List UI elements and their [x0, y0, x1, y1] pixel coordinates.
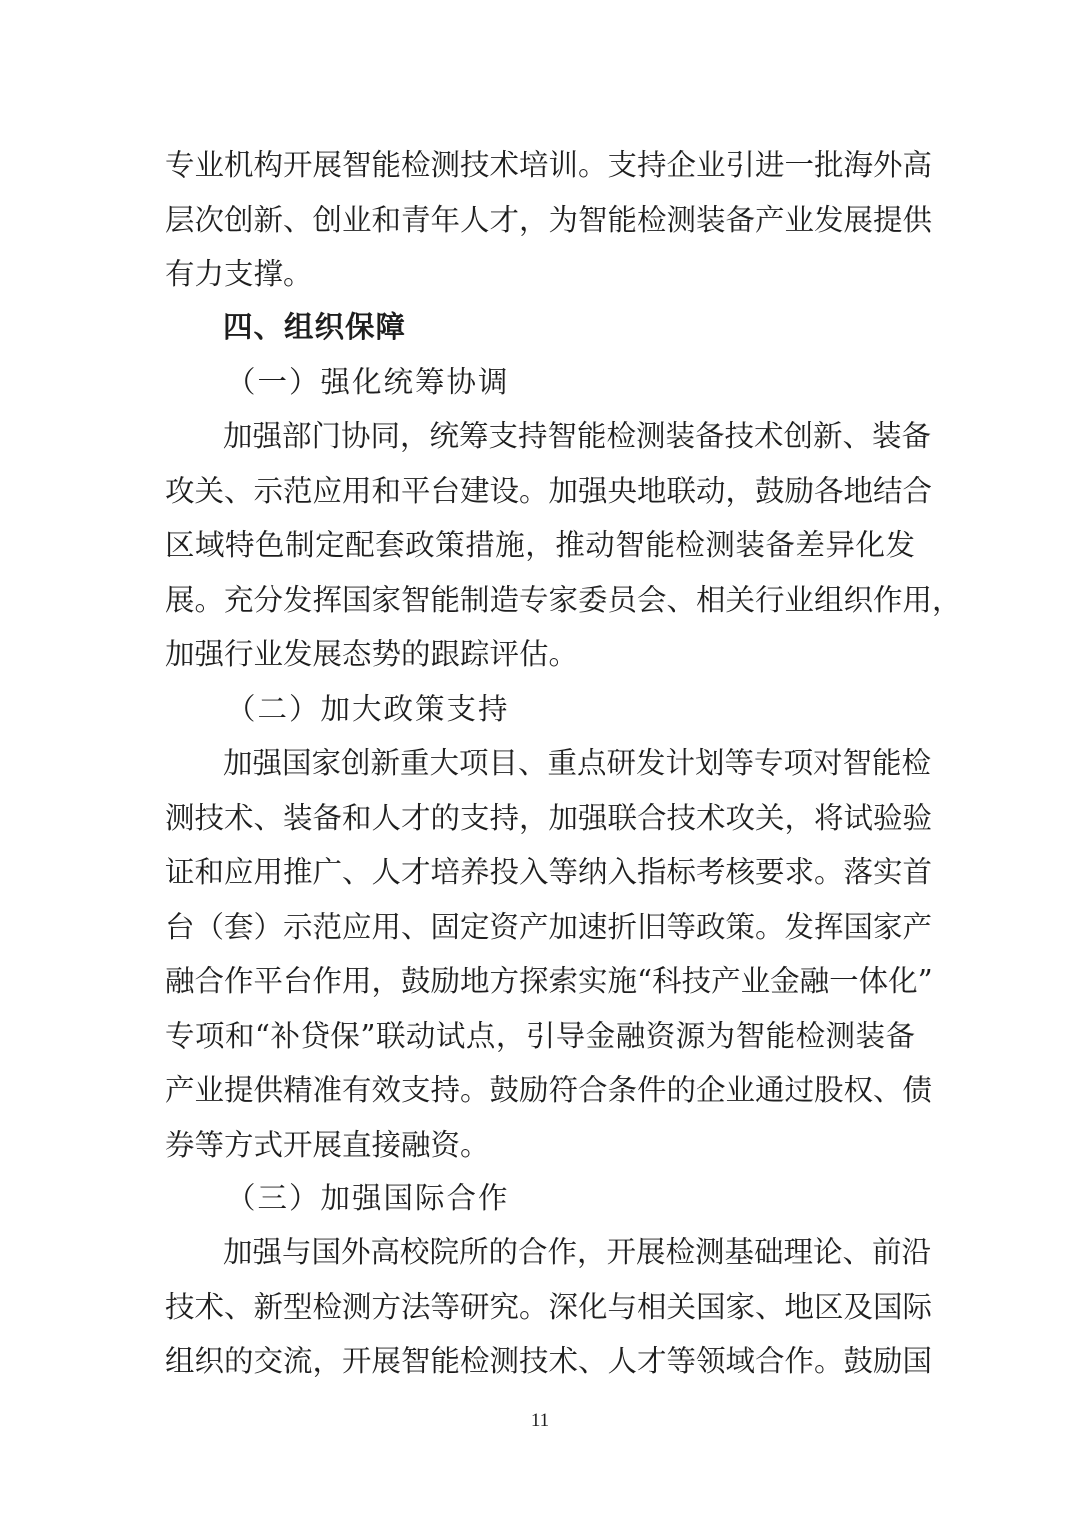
body-line: 产业提供精准有效支持。鼓励符合条件的企业通过股权、债	[165, 1073, 933, 1107]
body-line: 加强与国外高校院所的合作，开展检测基础理论、前沿	[223, 1235, 932, 1269]
body-line: 券等方式开展直接融资。	[165, 1128, 490, 1162]
subsection-heading: （二）加大政策支持	[226, 692, 510, 726]
body-line: 加强部门协同，统筹支持智能检测装备技术创新、装备	[223, 419, 932, 453]
section-heading: 四、组织保障	[223, 310, 407, 344]
subsection-heading: （一）强化统筹协调	[226, 365, 510, 399]
page-number: 11	[530, 1410, 550, 1431]
body-line: 组织的交流，开展智能检测技术、人才等领域合作。鼓励国	[165, 1344, 933, 1378]
body-line: 层次创新、创业和青年人才，为智能检测装备产业发展提供	[165, 203, 933, 237]
body-line: 融合作平台作用，鼓励地方探索实施“科技产业金融一体化”	[165, 964, 933, 998]
body-line: 有力支撑。	[165, 257, 313, 291]
body-line: 展。充分发挥国家智能制造专家委员会、相关行业组织作用，	[165, 583, 962, 617]
body-line: 专业机构开展智能检测技术培训。支持企业引进一批海外高	[165, 148, 933, 182]
body-line: 加强国家创新重大项目、重点研发计划等专项对智能检	[223, 746, 932, 780]
body-line: 技术、新型检测方法等研究。深化与相关国家、地区及国际	[165, 1290, 933, 1324]
body-line: 攻关、示范应用和平台建设。加强央地联动，鼓励各地结合	[165, 474, 933, 508]
body-line: 台（套）示范应用、固定资产加速折旧等政策。发挥国家产	[165, 910, 933, 944]
body-line: 证和应用推广、人才培养投入等纳入指标考核要求。落实首	[165, 855, 933, 889]
subsection-heading: （三）加强国际合作	[226, 1181, 510, 1215]
body-line: 测技术、装备和人才的支持，加强联合技术攻关，将试验验	[165, 801, 933, 835]
body-line: 区域特色制定配套政策措施，推动智能检测装备差异化发	[165, 528, 915, 562]
body-line: 加强行业发展态势的跟踪评估。	[165, 637, 579, 671]
body-line: 专项和“补贷保”联动试点，引导金融资源为智能检测装备	[165, 1019, 915, 1053]
